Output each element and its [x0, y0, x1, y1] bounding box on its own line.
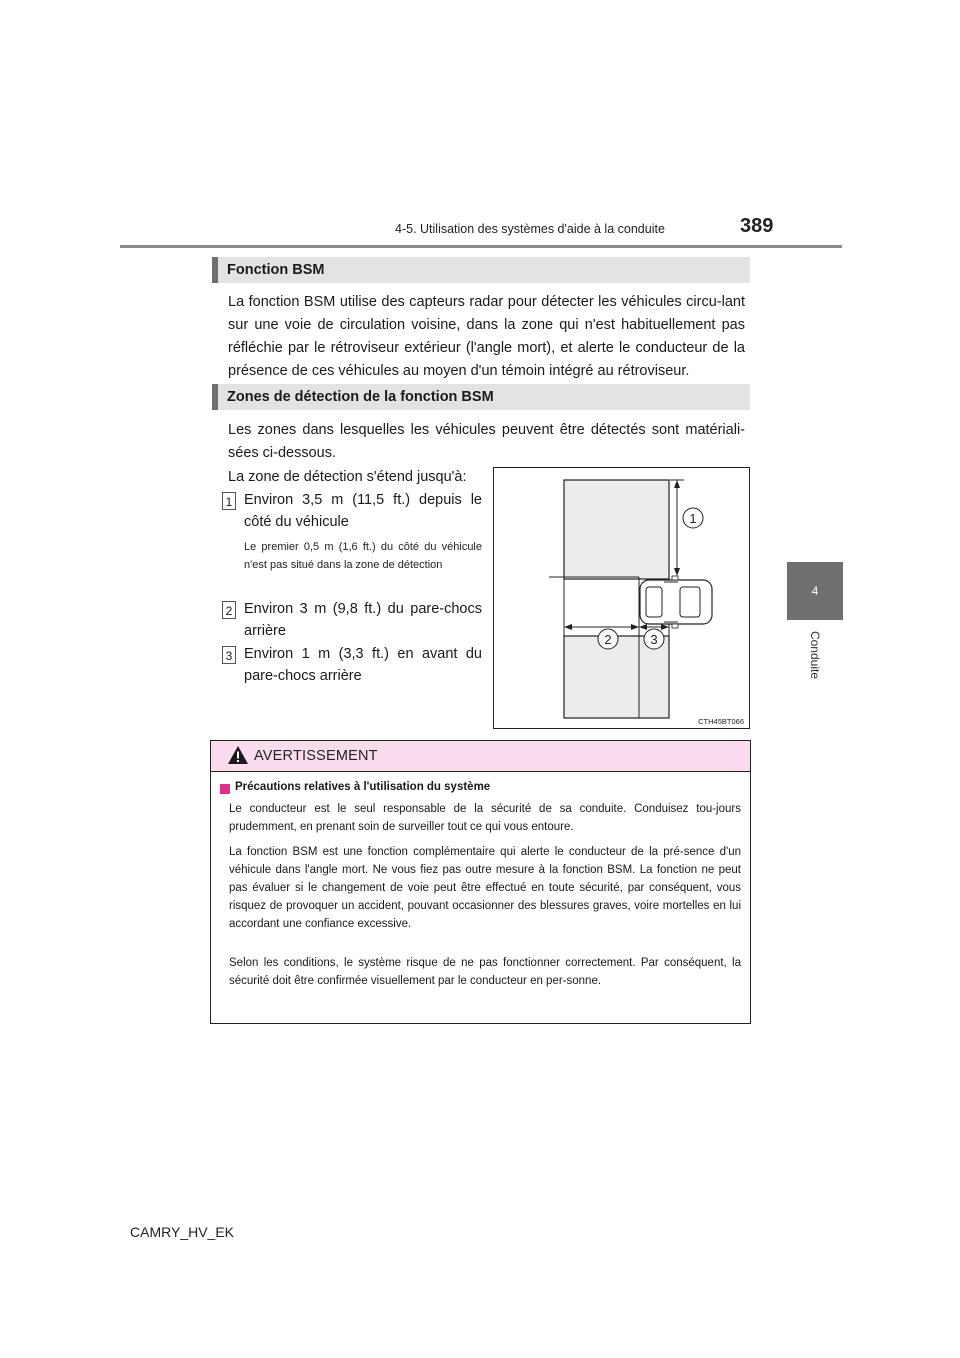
chapter-label: Conduite [808, 630, 822, 680]
zone-extends-label: La zone de détection s'étend jusqu'à: [228, 469, 467, 485]
zone-item-2: Environ 3 m (9,8 ft.) du pare-chocs arrière [244, 601, 482, 639]
bsm-description: La fonction BSM utilise des capteurs radar pour détecter les véhicules circu-lant sur une voie de circulation voisine, dans la zone qui n'est habituellement pas réfléchie par le rétroviseur extérieur (l'angle mort), et alerte le conducteur de la présence de ces véhicules au moyen d'un témoin intégré au rétroviseur. [228, 294, 745, 379]
warning-paragraph-2: La fonction BSM est une fonction complémentaire qui alerte le conducteur de la pré-sence d'un véhicule dans l'angle mort. Ne vous fiez pas outre mesure à la fonction BSM. La fonction ne peut pas évaluer si le changement de voie peut être effectué en toute sécurité, par conséquent, vous risquez de provoquer un accident, pouvant occasionner des blessures graves, voire mortelles en lui accordant une confiance excessive. [229, 846, 741, 930]
warning-header [211, 741, 750, 772]
warning-box [210, 740, 751, 1024]
page-number: 389 [740, 215, 774, 237]
figure-label-2: 2 [604, 632, 612, 647]
header-rule [120, 245, 842, 248]
bsm-zone-svg [494, 468, 749, 728]
chapter-number: 4 [811, 584, 819, 598]
section-title-bsm: Fonction BSM [212, 257, 750, 283]
item-number-2: 2 [222, 601, 236, 619]
warning-title: AVERTISSEMENT [254, 748, 378, 764]
zone-item-3: Environ 1 m (3,3 ft.) en avant du pare-chocs arrière [244, 646, 482, 684]
chapter-tab[interactable] [787, 562, 843, 620]
figure-label-3: 3 [650, 632, 658, 647]
section-title-zones: Zones de détection de la fonction BSM [212, 384, 750, 410]
figure-label-1: 1 [689, 511, 697, 526]
zones-intro: Les zones dans lesquelles les véhicules peuvent être détectés sont matériali-sées ci-dessous. [228, 422, 745, 461]
item-number-3: 3 [222, 646, 236, 664]
warning-subtitle: Précautions relatives à l'utilisation du système [235, 781, 491, 793]
vehicle-icon [640, 576, 712, 628]
warning-paragraph-1: Le conducteur est le seul responsable de la sécurité de sa conduite. Conduisez tou-jours prudemment, en prenant soin de surveiller tout ce qui vous entoure. [229, 803, 741, 833]
zone-item-1: Environ 3,5 m (11,5 ft.) depuis le côté du véhicule [244, 492, 482, 530]
pink-square-bullet-icon [220, 784, 230, 794]
figure-code: CTH45BT066 [698, 717, 744, 726]
bsm-zone-diagram [493, 467, 750, 729]
header-section-title: 4-5. Utilisation des systèmes d'aide à la conduite [395, 222, 665, 236]
side-detection-zone [564, 480, 669, 579]
warning-paragraph-3: Selon les conditions, le système risque de ne pas fonctionner correctement. Par conséquent, la sécurité doit être confirmée visuellement par le conducteur en per-sonne. [229, 957, 741, 987]
item-number-1: 1 [222, 492, 236, 510]
zone-note: Le premier 0,5 m (1,6 ft.) du côté du véhicule n'est pas situé dans la zone de détection [244, 541, 482, 571]
footer-model-code: CAMRY_HV_EK [130, 1224, 235, 1240]
warning-triangle-icon [227, 745, 249, 765]
